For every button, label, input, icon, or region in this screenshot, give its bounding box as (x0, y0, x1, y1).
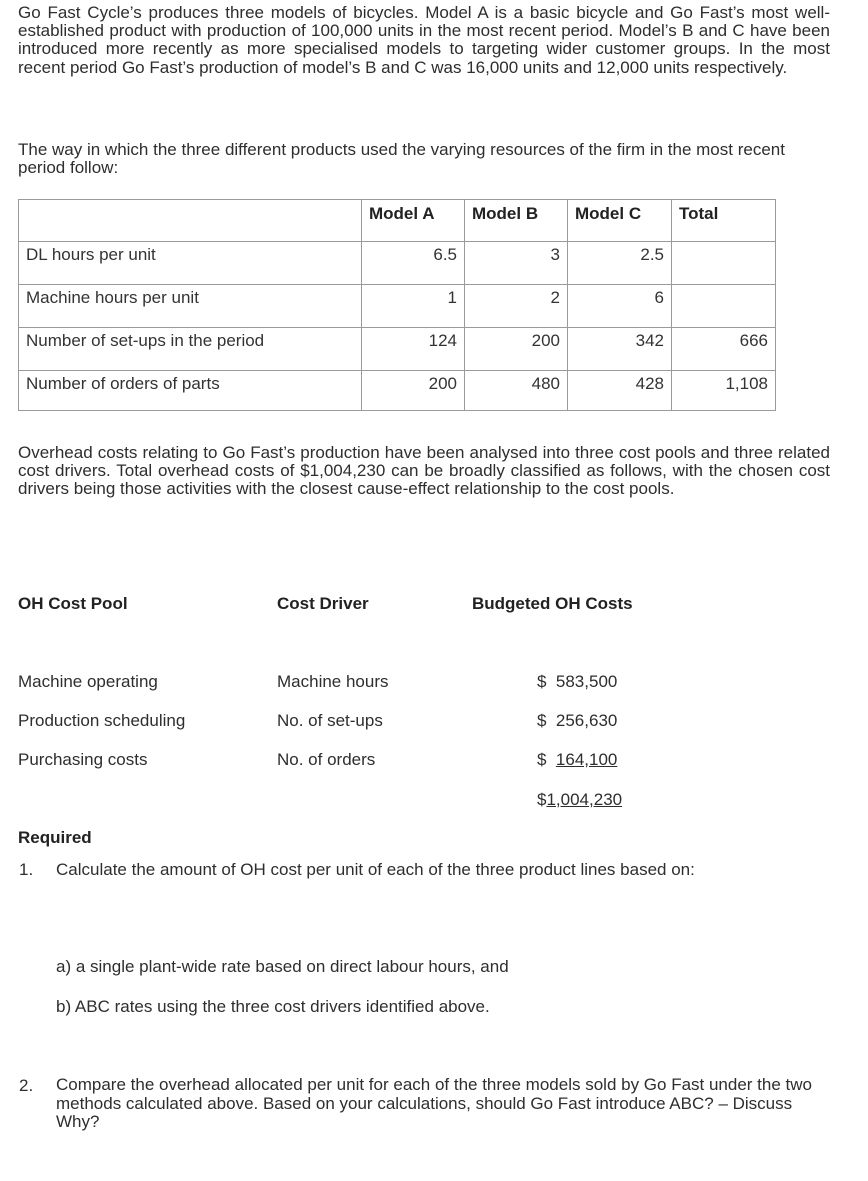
cell-model-c: 342 (568, 328, 672, 371)
cell-total (672, 242, 776, 285)
question-2-number: 2. (19, 1076, 34, 1095)
question-1b-text: b) ABC rates using the three cost drivers identified above. (56, 997, 490, 1016)
budget-total-amount: 1,004,230 (546, 790, 623, 809)
cell-model-b: 3 (465, 242, 568, 285)
pool-name: Purchasing costs (18, 750, 148, 769)
budget-value: $ 256,630 (537, 711, 618, 730)
row-label: Number of orders of parts (19, 371, 362, 411)
question-1-number: 1. (19, 860, 34, 879)
header-oh-cost-pool: OH Cost Pool (18, 594, 128, 613)
question-1a-text: a) a single plant-wide rate based on direct labour hours, and (56, 957, 509, 976)
table-row (19, 371, 776, 411)
cell-model-b: 200 (465, 328, 568, 371)
row-label: Machine hours per unit (19, 285, 362, 328)
row-label: DL hours per unit (19, 242, 362, 285)
table-row (19, 285, 776, 328)
intro-paragraph: Go Fast Cycle’s produces three models of bicycles. Model A is a basic bicycle and Go Fast’s most well-established product with production of 100,000 units in the most recent period. Model’s B and C have been introduced more recently as more specialised models to targeting wider customer groups. In the most recent period Go Fast’s production of model’s B and C was 16,000 units and 12,000 units respectively. (18, 3, 830, 77)
resources-intro-paragraph: The way in which the three different products used the varying resources of the firm in the most recent period follow: (18, 140, 785, 178)
table-row (19, 328, 776, 371)
pool-name: Production scheduling (18, 711, 186, 730)
driver-name: No. of set-ups (277, 711, 383, 730)
overhead-paragraph: Overhead costs relating to Go Fast’s production have been analysed into three cost pools and three related cost drivers. Total overhead costs of $1,004,230 can be broadly classified as follows, with the chosen cost drivers being those activities with the closest cause-effect relationship to the cost pools. (18, 443, 830, 499)
table-row (19, 242, 776, 285)
driver-name: Machine hours (277, 672, 389, 691)
cell-model-a: 1 (362, 285, 465, 328)
table-header-model-b: Model B (465, 200, 568, 242)
question-1-text: Calculate the amount of OH cost per unit of each of the three product lines based on: (56, 860, 695, 879)
table-header-model-a: Model A (362, 200, 465, 242)
budget-total-currency: $ (537, 790, 547, 809)
budget-value (537, 750, 617, 770)
cell-model-c: 6 (568, 285, 672, 328)
required-heading: Required (18, 828, 92, 847)
table-header-row (19, 200, 776, 242)
cell-total (672, 285, 776, 328)
question-2-text: Compare the overhead allocated per unit for each of the three models sold by Go Fast under the two methods calculated above. Based on your calculations, should Go Fast introduce ABC? – Discuss Why? (56, 1075, 812, 1131)
driver-name: No. of orders (277, 750, 376, 769)
pool-name: Machine operating (18, 672, 158, 691)
budget-currency: $ (537, 750, 556, 769)
cell-total: 1,108 (672, 371, 776, 411)
cell-model-a: 200 (362, 371, 465, 411)
table-header-model-c: Model C (568, 200, 672, 242)
budget-value: $ 583,500 (537, 672, 618, 691)
cell-model-a: 124 (362, 328, 465, 371)
row-label: Number of set-ups in the period (19, 328, 362, 371)
cell-model-c: 428 (568, 371, 672, 411)
cell-total: 666 (672, 328, 776, 371)
budget-amount: 164,100 (555, 750, 618, 769)
header-cost-driver: Cost Driver (277, 594, 369, 613)
cell-model-b: 480 (465, 371, 568, 411)
table-header-empty (19, 200, 362, 242)
budget-total (537, 790, 622, 810)
cell-model-a: 6.5 (362, 242, 465, 285)
cell-model-c: 2.5 (568, 242, 672, 285)
resource-usage-table (18, 199, 776, 411)
table-header-total: Total (672, 200, 776, 242)
header-budgeted-oh-costs: Budgeted OH Costs (472, 594, 633, 613)
cell-model-b: 2 (465, 285, 568, 328)
